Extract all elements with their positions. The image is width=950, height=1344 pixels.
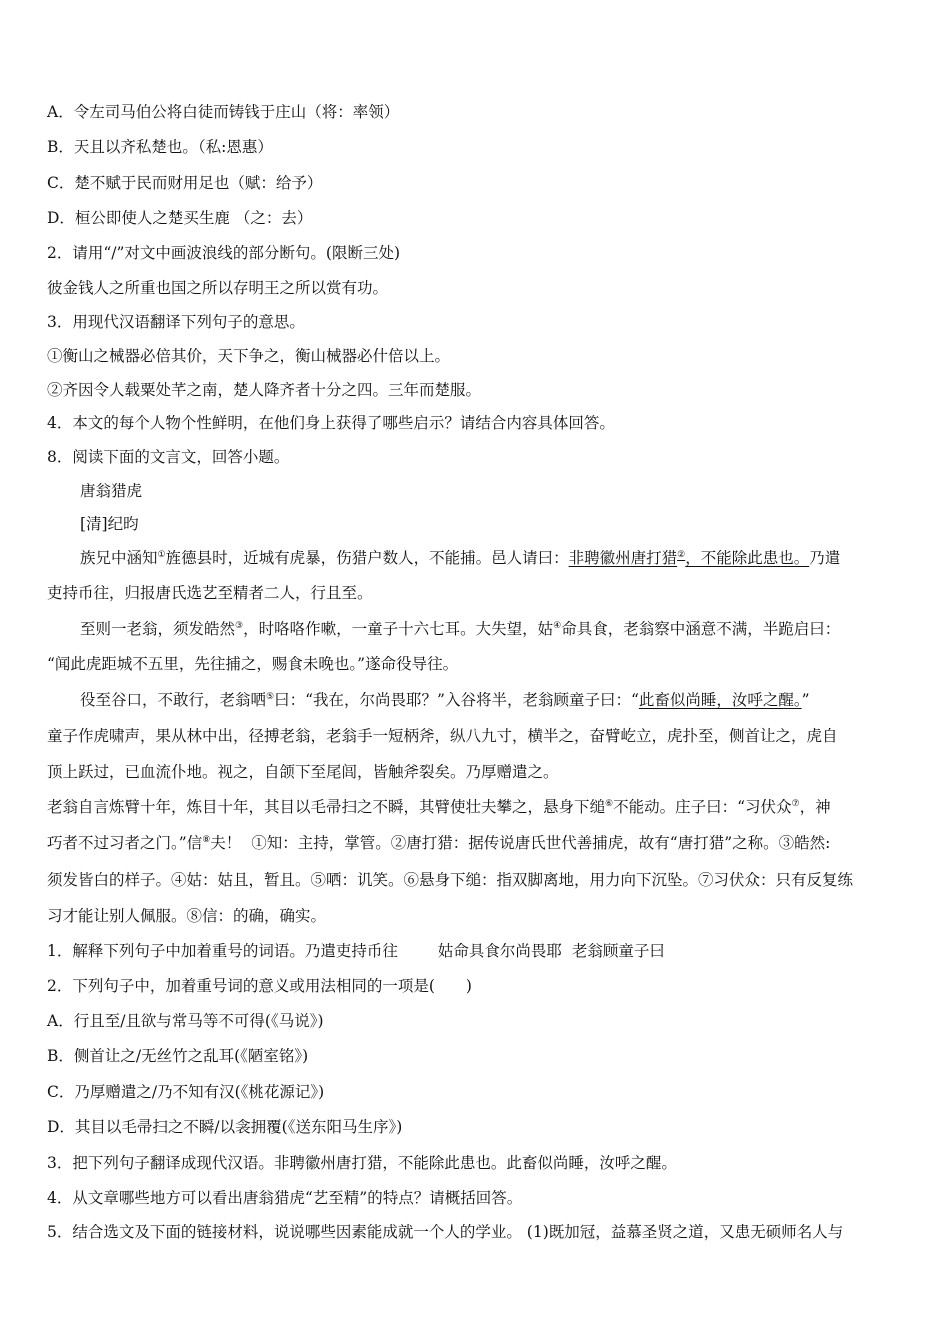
notes-text: ①知：主持，掌管。②唐打猎：据传说唐氏世代善捕虎，故有“唐打猎”之称。③皓然:: [251, 834, 831, 852]
text-span: 姑命具食尔尚畏耶: [437, 942, 562, 960]
footnote-mark: ②: [677, 550, 686, 560]
subquestion-4: 4．从文章哪些地方可以看出唐翁猎虎“艺至精”的特点？请概括回答。: [47, 1189, 523, 1207]
question-4: 4．本文的每个人物个性鲜明，在他们身上获得了哪些启示？请结合内容具体回答。: [47, 414, 615, 432]
footnote-mark: ⑥: [605, 799, 614, 809]
option-b-line: B．天且以齐私楚也。（私:恩惠）: [47, 138, 273, 156]
subquestion-5: 5．结合选文及下面的链接材料，说说哪些因素能成就一个人的学业。 (1)既加冠，益慕圣贤之道，又患无硕师名人与: [47, 1223, 844, 1241]
notes-line-2: 须发皆白的样子。④姑：姑且，暂且。⑤哂：讥笑。⑥悬身下缒：指双脚离地，用力向下沉坠。⑦习伏众：只有反复练: [47, 871, 854, 889]
question-8-heading: 8．阅读下面的文言文，回答小题。: [47, 448, 290, 466]
text-span: ”: [801, 691, 810, 709]
text-span: 役至谷口，不敢行，老翁哂: [80, 691, 267, 709]
subquestion-3: 3．把下列句子翻译成现代汉语。非聘徽州唐打猎，不能除此患也。此畜似尚睡，汝呼之醒。: [47, 1154, 677, 1172]
text-span: 老翁自言炼臂十年，炼目十年，其目以毛帚扫之不瞬，其臂使壮夫攀之，悬身下缒: [47, 798, 606, 816]
paragraph-1-line-1: [80, 548, 840, 568]
text-span: 1．解释下列句子中加着重号的词语。乃遣吏持币往: [47, 942, 398, 960]
paragraph-4-line-2: [47, 833, 830, 853]
question-2: 2．请用“/”对文中画波浪线的部分断句。(限断三处): [47, 244, 401, 262]
text-span: 族兄中涵知: [80, 549, 158, 567]
notes-line-3: 习才能让别人佩服。⑧信：的确，确实。: [47, 907, 327, 925]
text-span: ，时咯咯作嗽，一童子十六七耳。大失望，姑: [243, 620, 554, 638]
paragraph-2-line-1: [80, 619, 840, 639]
subquestion-2-option-a: A．行且至/且欲与常马等不可得(《马说》): [47, 1012, 324, 1030]
subquestion-2-option-b: B．侧首让之/无丝竹之乱耳(《陋室铭》): [47, 1047, 309, 1065]
footnote-mark: ⑦: [791, 799, 800, 809]
paragraph-4-line-1: [47, 797, 831, 817]
subquestion-1: [47, 941, 665, 961]
footnote-mark: ①: [157, 550, 166, 560]
footnote-mark: ⑧: [202, 835, 211, 845]
paragraph-3-line-1: [80, 690, 810, 710]
text-span: 至则一老翁，须发皓然: [80, 620, 236, 638]
option-c-line: C．楚不赋于民而财用足也（赋：给予）: [47, 174, 323, 192]
text-span: 乃遣: [809, 549, 841, 567]
text-span: 不能动。庄子曰：“习伏众: [613, 798, 792, 816]
question-2-text: 彼金钱人之所重也国之所以存明王之所以赏有功。: [47, 279, 389, 297]
footnote-mark: ⑤: [266, 692, 275, 702]
underlined-text: ，不能除此患也。: [685, 549, 810, 567]
text-span: 曰：“我在，尔尚畏耶？”入谷将半，老翁顾童子曰：“: [274, 691, 639, 709]
option-a-line: A．令左司马伯公将白徒而铸钱于庄山（将：率领）: [47, 103, 400, 121]
text-span: ，神: [799, 798, 831, 816]
text-span: 巧者不过习者之门。”信: [47, 834, 203, 852]
passage-title: 唐翁猎虎: [80, 482, 143, 500]
text-span: 老翁顾童子曰: [571, 942, 665, 960]
underlined-text: 非聘徽州唐打猎: [568, 549, 678, 567]
paragraph-3-line-2: 童子作虎啸声，果从林中出，径搏老翁，老翁手一短柄斧，纵八九寸，横半之，奋臂屹立，虎扑至，侧首让之，虎自: [47, 727, 838, 745]
text-span: 旌德县时，近城有虎暴，伤猎户数人，不能捕。邑人请曰：: [165, 549, 569, 567]
text-span: 夫！: [210, 834, 242, 852]
paragraph-3-line-3: 顶上跃过，已血流仆地。视之，自颌下至尾闾，皆触斧裂矣。乃厚赠遣之。: [47, 763, 559, 781]
underlined-text: 此畜似尚睡，汝呼之醒。: [638, 691, 802, 709]
paragraph-2-line-2: “闻此虎距城不五里，先往捕之，赐食未晚也。”遂命役导往。: [47, 655, 459, 673]
text-span: 命具食，老翁察中涵意不满，半跪启曰：: [561, 620, 841, 638]
subquestion-2-option-c: C．乃厚赠遣之/乃不知有汉(《桃花源记》): [47, 1083, 325, 1101]
question-3: 3．用现代汉语翻译下列句子的意思。: [47, 313, 305, 331]
subquestion-2-option-d: D．其目以毛帚扫之不瞬/以衾拥覆(《送东阳马生序》): [47, 1118, 403, 1136]
option-d-line: D．桓公即使人之楚买生鹿 （之：去）: [47, 209, 313, 227]
question-3-sentence-2: ②齐因令人载粟处芊之南，楚人降齐者十分之四。三年而楚服。: [47, 381, 482, 399]
subquestion-2: 2．下列句子中，加着重号词的意义或用法相同的一项是( ): [47, 977, 472, 995]
question-3-sentence-1: ①衡山之械器必倍其价，天下争之，衡山械器必什倍以上。: [47, 347, 451, 365]
footnote-mark: ④: [553, 621, 562, 631]
footnote-mark: ③: [235, 621, 244, 631]
paragraph-1-line-2: 吏持币往，归报唐氏选艺至精者二人，行且至。: [47, 584, 373, 602]
passage-author: [清]纪昀: [80, 515, 139, 533]
